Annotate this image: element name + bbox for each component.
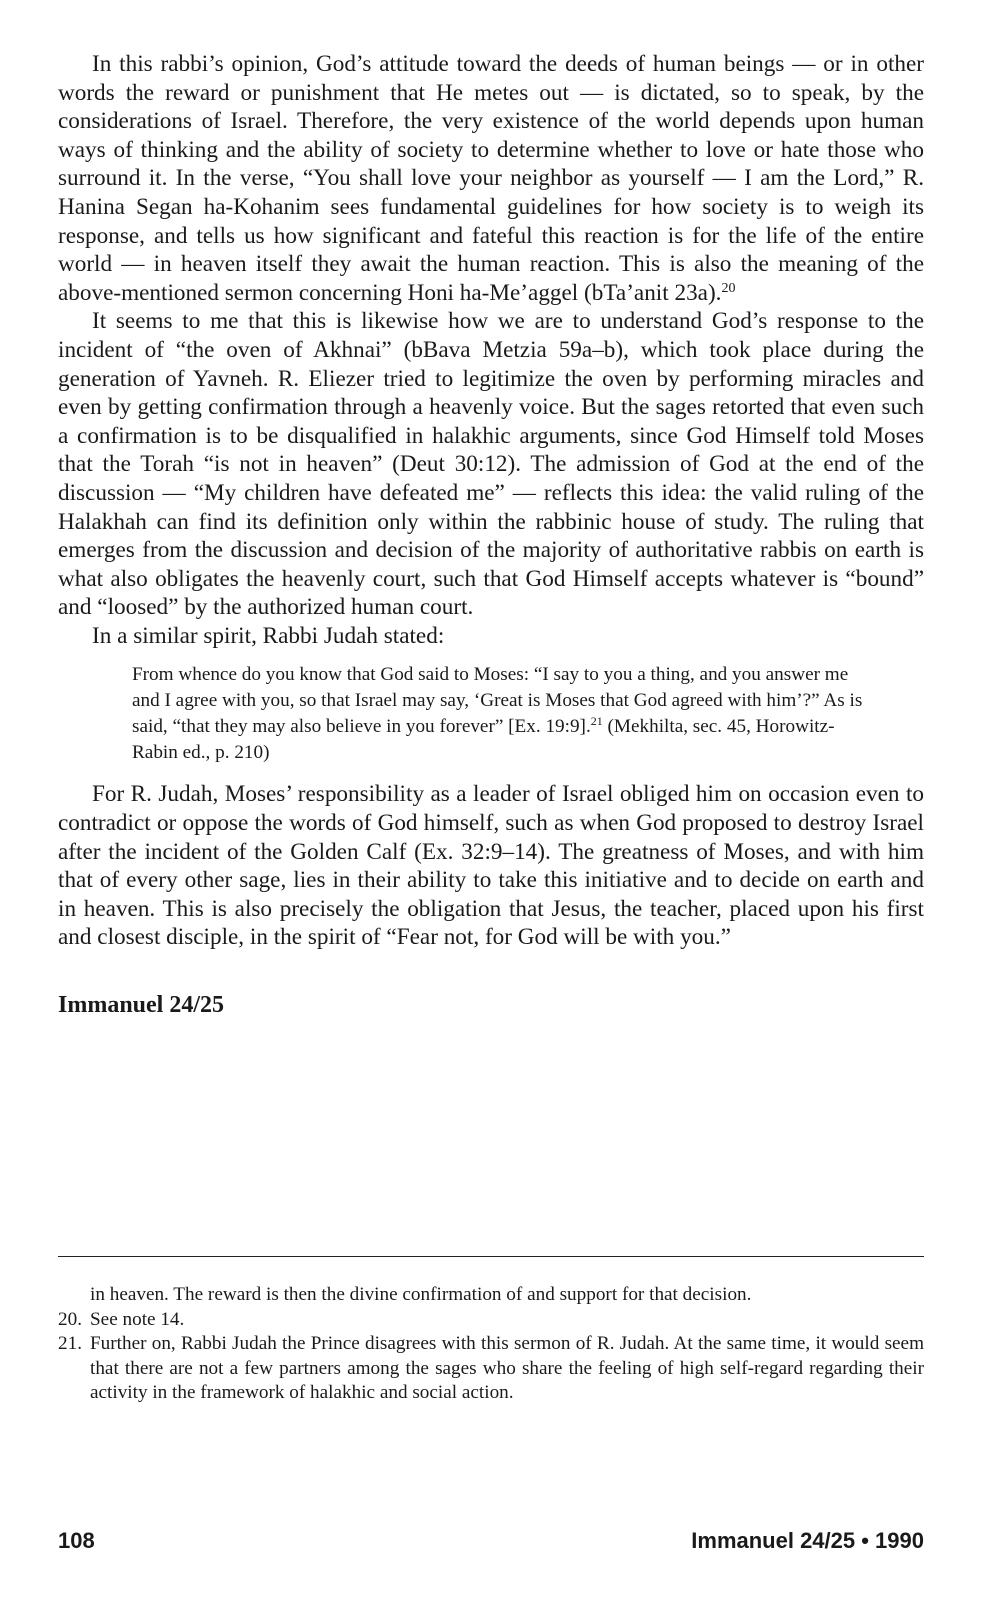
footnotes: [58, 1283, 924, 1406]
closing-text: [58, 780, 924, 952]
block-quote: [132, 662, 878, 766]
quote-text: From whence do you know that God said to Moses: “I say to you a thing, and you answer me and I agree with you, so that Israel may say, ‘Great is Moses that God agreed with him’?” As is said, “that they may also believe in you forever” [Ex. 19:9].: [132, 664, 863, 738]
footnote-ref-20[interactable]: 20: [721, 280, 736, 296]
quote-citation: (Mekhilta, sec. 45, Horowitz-Rabin ed., p. 210): [132, 716, 835, 764]
footnote-number: 21.: [58, 1333, 82, 1354]
footnote-text: Further on, Rabbi Judah the Prince disagrees with this sermon of R. Judah. At the same time, it would seem that there are not a few partners among the sages who share the feeling of high self-regard regarding their activity in the framework of halakhic and social action.: [90, 1333, 924, 1403]
footnote-20: [58, 1308, 924, 1333]
page-body: [58, 50, 924, 1019]
page-number: 108: [58, 1528, 95, 1553]
footnote-continuation: [58, 1283, 924, 1308]
footnote-divider: [58, 1256, 924, 1257]
footnote-number: 20.: [58, 1308, 82, 1330]
footnote-continuation-text: in heaven. The reward is then the divine confirmation of and support for that decision.: [90, 1284, 752, 1305]
footnote-ref-21[interactable]: 21: [590, 714, 603, 729]
footnote-21: [58, 1332, 924, 1406]
main-text: [58, 50, 924, 650]
paragraph-2: It seems to me that this is likewise how we are to understand God’s response to the incident of “the oven of Akhnai” (bBava Metzia 59a–b), which took place during the generation of Yavneh. R. Eliezer tried to legitimize the oven by performing miracles and even by getting confirmation through a heavenly voice. But the sages retorted that even such a confirmation is to be disqualified in halakhic arguments, since God Himself told Moses that the Torah “is not in heaven” (Deut 30:12). The admission of God at the end of the discussion — “My children have defeated me” — reflects this idea: the valid ruling of the Halakhah can find its definition only within the rabbinic house of study. The ruling that emerges from the discussion and decision of the majority of authoritative rabbis on earth is what also obligates the heavenly court, such that God Himself accepts whatever is “bound” and “loosed” by the authorized human court.: [58, 308, 924, 621]
section-heading: Immanuel 24/25: [58, 992, 225, 1019]
paragraph-3: In a similar spirit, Rabbi Judah stated:: [92, 622, 445, 649]
footnote-text: See note 14.: [90, 1308, 185, 1330]
paragraph-4: For R. Judah, Moses’ responsibility as a leader of Israel obliged him on occasion even to contradict or oppose the words of God himself, such as when God proposed to destroy Israel after the incident of the Golden Calf (Ex. 32:9–14). The greatness of Moses, and with him that of every other sage, lies in their ability to take this initiative and to decide on earth and in heaven. This is also precisely the obligation that Jesus, the teacher, placed upon his first and closest disciple, in the spirit of “Fear not, for God will be with you.”: [58, 781, 924, 951]
paragraph-1: [58, 50, 924, 307]
paragraph-1-text: In this rabbi’s opinion, God’s attitude toward the deeds of human beings — or in other words the reward or punishment that He metes out — is dictated, so to speak, by the considerations of Israel. Therefore, the very existence of the world depends upon human ways of thinking and the ability of society to determine whether to love or hate those who surround it. In the verse, “You shall love your neighbor as yourself — I am the Lord,” R. Hanina Segan ha-Kohanim sees fundamental guidelines for how society is to weigh its response, and tells us how significant and fateful this reaction is for the life of the entire world — in heaven itself they await the human reaction. This is also the meaning of the above-mentioned sermon concerning Honi ha-Me’aggel (bTa’anit 23a).: [58, 51, 924, 306]
footnote-spacer: [58, 1283, 90, 1308]
journal-footer: Immanuel 24/25 • 1990: [691, 1528, 924, 1553]
